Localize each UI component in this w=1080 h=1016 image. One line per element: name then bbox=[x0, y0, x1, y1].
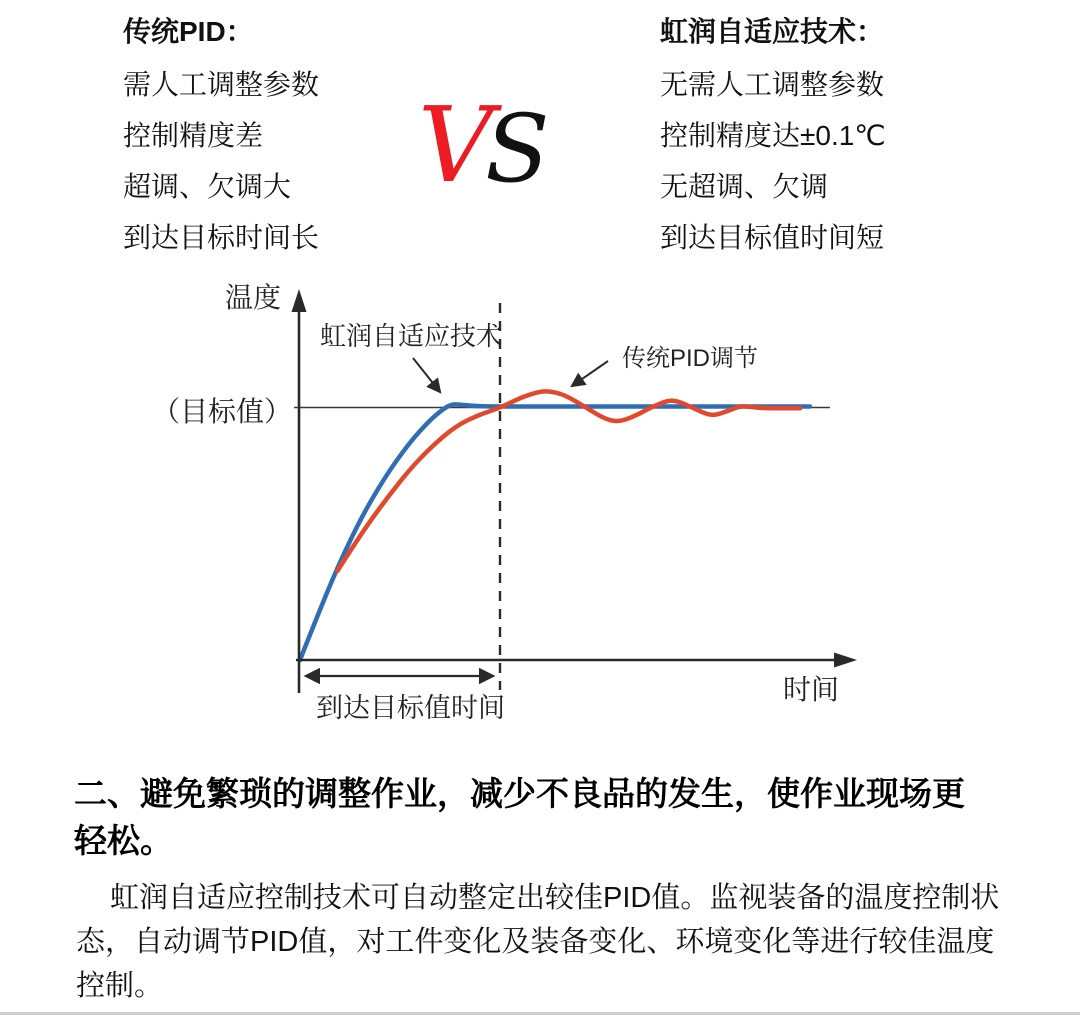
pid-curve-label: 传统PID调节 bbox=[622, 345, 759, 372]
y-axis-label: 温度 bbox=[225, 282, 282, 313]
traditional-pid-point: 超调、欠调大 bbox=[123, 171, 292, 202]
traditional-pid-point: 需人工调整参数 bbox=[123, 69, 320, 100]
adaptive-tech-point: 无需人工调整参数 bbox=[660, 69, 885, 100]
bottom-divider bbox=[0, 1012, 1080, 1015]
adaptive-tech-point: 无超调、欠调 bbox=[660, 171, 829, 202]
reach-time-label: 到达目标值时间 bbox=[316, 693, 505, 723]
vs-mark bbox=[418, 84, 550, 206]
adaptive-curve bbox=[300, 404, 810, 660]
target-value-label: （目标值） bbox=[151, 396, 292, 427]
y-axis-arrow-icon bbox=[292, 289, 307, 312]
vs-letter-s: S bbox=[485, 95, 550, 204]
x-axis-arrow-icon bbox=[834, 653, 857, 668]
adaptive-tech-point: 到达目标值时间短 bbox=[660, 222, 885, 253]
traditional-pid-point: 控制精度差 bbox=[123, 120, 264, 151]
chart-canvas bbox=[0, 270, 1080, 730]
traditional-pid-column bbox=[123, 12, 319, 267]
x-axis-label: 时间 bbox=[783, 674, 840, 705]
section-paragraph: 虹润自适应控制技术可自动整定出较佳PID值。监视装备的温度控制状态，自动调节PID值，对工件变化及装备变化、环境变化等进行较佳温度控制。 bbox=[76, 882, 1000, 1002]
adaptive-tech-title: 虹润自适应技术： bbox=[660, 16, 885, 47]
adaptive-curve-label: 虹润自适应技术 bbox=[320, 321, 503, 351]
adaptive-tech-point: 控制精度达±0.1℃ bbox=[660, 120, 886, 151]
adaptive-annotation-arrow-icon bbox=[413, 358, 440, 392]
temperature-response-chart bbox=[0, 270, 1080, 730]
traditional-pid-title: 传统PID： bbox=[123, 16, 254, 47]
adaptive-tech-column bbox=[660, 12, 886, 267]
vs-letter-v: V bbox=[418, 84, 494, 206]
pid-annotation-arrow-icon bbox=[572, 361, 608, 386]
section-heading: 二、避免繁琐的调整作业，减少不良品的发生，使作业现场更轻松。 bbox=[74, 775, 965, 859]
pid-curve bbox=[337, 391, 800, 571]
traditional-pid-point: 到达目标时间长 bbox=[123, 222, 320, 253]
